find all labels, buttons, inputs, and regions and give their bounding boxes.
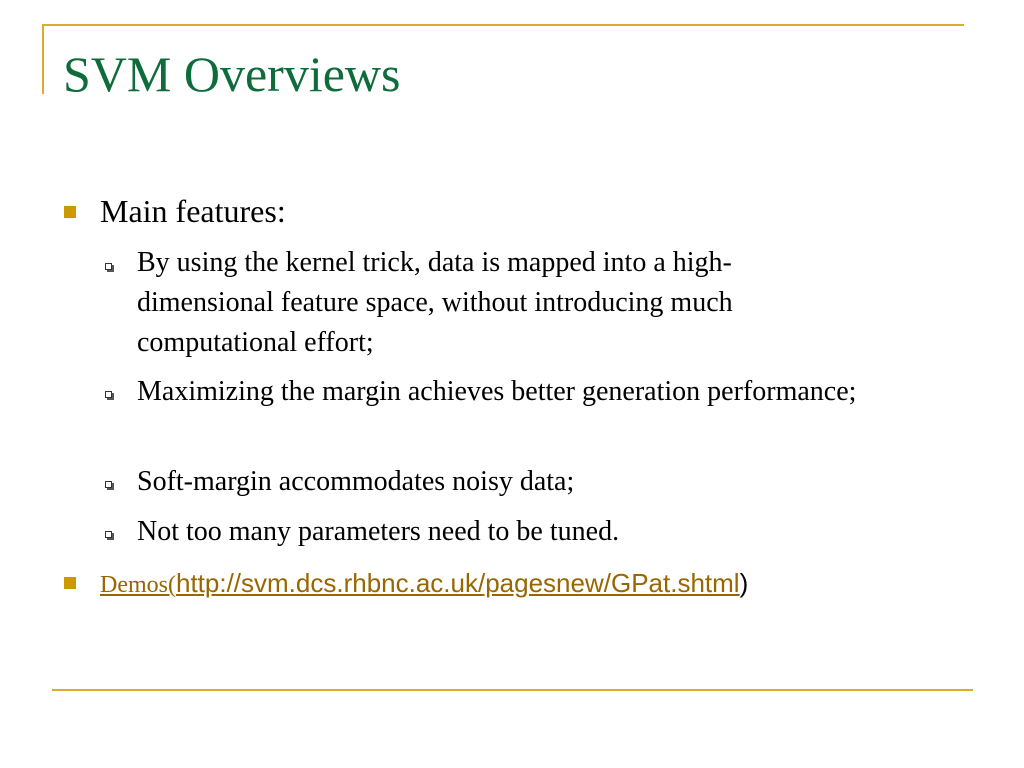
hollow-square-bullet-icon <box>105 481 112 488</box>
hollow-square-bullet-icon <box>105 263 112 270</box>
subbullet-kernel-trick: By using the kernel trick, data is mapped into a high-dimensional feature space, without introducing much computational effort; <box>137 247 733 358</box>
left-frame-line <box>42 24 44 94</box>
subbullet-margin: Maximizing the margin achieves better generation performance; <box>137 376 857 407</box>
demos-line <box>100 561 748 605</box>
demos-closing-paren: ) <box>739 568 749 598</box>
demos-link-url[interactable]: http://svm.dcs.rhbnc.ac.uk/pagesnew/GPat.shtml <box>175 568 740 598</box>
top-frame-line <box>42 24 964 26</box>
subbullet-soft-margin: Soft-margin accommodates noisy data; <box>137 466 575 497</box>
demos-link-label[interactable]: Demos( <box>100 572 176 598</box>
bullet-main-features: Main features: <box>100 193 286 229</box>
slide-title: SVM Overviews <box>63 46 401 102</box>
hollow-square-bullet-icon <box>105 531 112 538</box>
filled-square-bullet-icon <box>64 577 76 589</box>
filled-square-bullet-icon <box>64 206 76 218</box>
subbullet-parameters: Not too many parameters need to be tuned. <box>137 516 620 547</box>
bottom-frame-line <box>52 689 973 691</box>
hollow-square-bullet-icon <box>105 391 112 398</box>
